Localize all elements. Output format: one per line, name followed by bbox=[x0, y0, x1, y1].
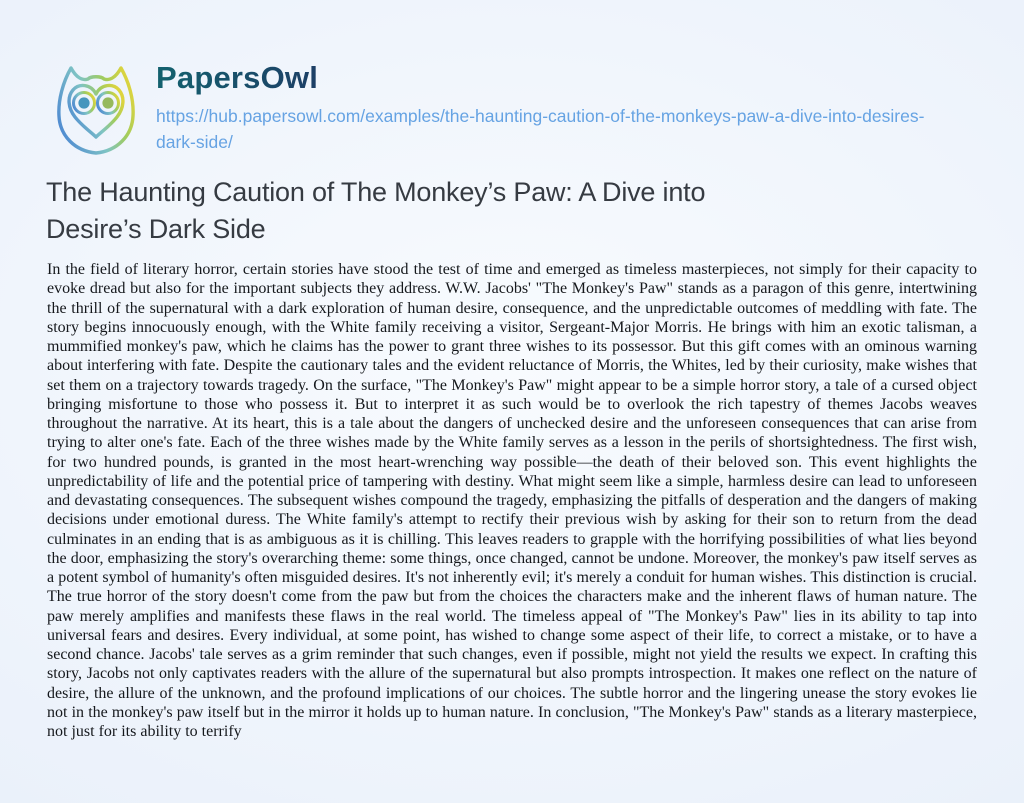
right-eye bbox=[102, 97, 113, 108]
source-url-link[interactable]: https://hub.papersowl.com/examples/the-haunting-caution-of-the-monkeys-paw-a-dive-into-desires-dark-side/ bbox=[156, 106, 925, 152]
left-eye bbox=[78, 97, 89, 108]
brand-name: PapersOwl bbox=[156, 60, 319, 95]
article-title: The Haunting Caution of The Monkey’s Paw: A Dive into Desire’s Dark Side bbox=[46, 177, 706, 244]
article-body: In the field of literary horror, certain stories have stood the test of time and emerged as timeless masterpieces, not simply for their capacity to evoke dread but also for the important subjects they address. W.W. Jacobs' "The Monkey's Paw" stands as a paragon of this genre, intertwining the thrill of the supernatural with a dark exploration of human desire, consequence, and the unpredictable outcomes of meddling with fate. The story begins innocuously enough, with the White family receiving a visitor, Sergeant-Major Morris. He brings with him an exotic talisman, a mummified monkey's paw, which he claims has the power to grant three wishes to its possessor. But this gift comes with an ominous warning about interfering with fate. Despite the cautionary tales and the evident reluctance of Morris, the Whites, led by their curiosity, make wishes that set them on a trajectory towards tragedy. On the surface, "The Monkey's Paw" might appear to be a simple horror story, a tale of a cursed object bringing misfortune to those who possess it. But to interpret it as such would be to overlook the rich tapestry of themes Jacobs weaves throughout the narrative. At its heart, this is a tale about the dangers of unchecked desire and the unforeseen consequences that can arise from trying to alter one's fate. Each of the three wishes made by the White family serves as a lesson in the perils of shortsightedness. The first wish, for two hundred pounds, is granted in the most heart-wrenching way possible—the death of their beloved son. This event highlights the unpredictability of life and the potential price of tampering with destiny. What might seem like a simple, harmless desire can lead to unforeseen and devastating consequences. The subsequent wishes compound the tragedy, emphasizing the pitfalls of desperation and the dangers of making decisions under emotional duress. The White family's attempt to rectify their previous wish by asking for their son to return from the dead culminates in an ending that is as ambiguous as it is chilling. This leaves readers to grapple with the horrifying possibilities of what lies beyond the door, emphasizing the story's overarching theme: some things, once changed, cannot be undone. Moreover, the monkey's paw itself serves as a potent symbol of humanity's often misguided desires. It's not inherently evil; it's merely a conduit for human wishes. This distinction is crucial. The true horror of the story doesn't come from the paw but from the choices the characters make and the inherent flaws of human nature. The paw merely amplifies and manifests these flaws in the real world. The timeless appeal of "The Monkey's Paw" lies in its ability to tap into universal fears and desires. Every individual, at some point, has wished to change some aspect of their life, to correct a mistake, or to have a second chance. Jacobs' tale serves as a grim reminder that such changes, even if possible, might not yield the results we expect. In crafting this story, Jacobs not only captivates readers with the allure of the supernatural but also prompts introspection. It makes one reflect on the nature of desire, the allure of the unknown, and the profound implications of our choices. The subtle horror and the lingering unease the story evokes lie not in the monkey's paw itself but in the mirror it holds up to human nature. In conclusion, "The Monkey's Paw" stands as a literary masterpiece, not just for its ability to terrify bbox=[47, 261, 977, 740]
header bbox=[46, 55, 948, 159]
brand-block bbox=[156, 55, 948, 155]
papersowl-owl-logo-icon bbox=[46, 55, 146, 159]
